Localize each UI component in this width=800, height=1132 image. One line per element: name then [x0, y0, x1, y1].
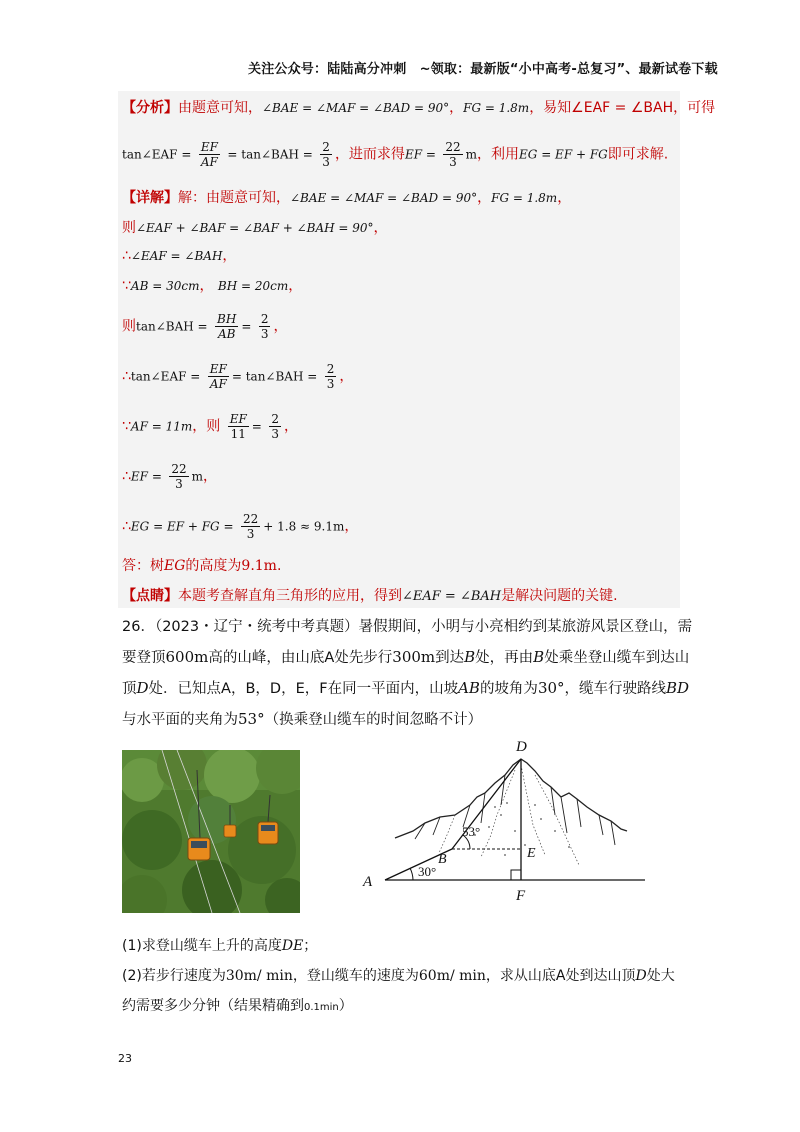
math: = tan∠BAH =: [231, 369, 318, 384]
text: ，: [283, 418, 298, 435]
math: B: [464, 648, 476, 666]
math: ∠BAE = ∠MAF = ∠BAD = 90°: [262, 101, 450, 115]
math: tan∠EAF =: [130, 369, 201, 384]
text: （换乘登山缆车的时间忽略不计）: [264, 712, 483, 728]
mountain-diagram: [355, 735, 655, 910]
text: 本题考查解直角三角形的应用，得到: [178, 588, 402, 604]
analysis-label: 【分析】: [122, 100, 178, 116]
cable-car-photo: [122, 750, 300, 913]
label-A: A: [363, 874, 373, 890]
text: 高的山峰，由山底A处先步行: [208, 650, 393, 666]
text: ∴: [122, 248, 131, 264]
label-D: D: [516, 739, 527, 755]
text: ，登山缆车的速度为: [292, 968, 419, 984]
analysis-line-2: [122, 140, 668, 169]
answer-line: [122, 556, 281, 576]
step-6: [122, 412, 298, 441]
question-1: [122, 936, 317, 956]
fraction: $\frac{22}{3}$: [242, 512, 259, 541]
text: 处．已知点A，B，D，E，F在同一平面内，山坡: [148, 681, 459, 697]
text: 处大: [646, 968, 675, 984]
math: AB = 30cm: [130, 279, 200, 293]
angle-30: 30°: [418, 864, 437, 879]
text: 约需要多少分钟（结果精确到: [122, 998, 304, 1014]
text: 顶: [122, 681, 137, 697]
text: 是解决问题的关键.: [501, 588, 618, 604]
math: BH = 20cm: [217, 279, 289, 293]
fraction: $\frac{22}{3}$: [445, 140, 461, 169]
problem-line-2: [122, 646, 689, 669]
math: B: [533, 648, 545, 666]
math: tan∠BAH =: [136, 319, 208, 334]
text: ∴: [122, 518, 131, 535]
text: 由题意可知，: [178, 100, 262, 116]
angle-53: 53°: [462, 824, 481, 839]
page-number: 23: [118, 1052, 132, 1065]
text: ，: [449, 100, 464, 116]
text: .: [276, 558, 282, 574]
math: BD: [666, 679, 690, 697]
text: ，进而求得: [334, 146, 405, 163]
step-8: [122, 512, 358, 541]
fraction: $\frac{22}{3}$: [171, 462, 187, 491]
detail-line-1: [122, 188, 571, 208]
text: ，缆车行驶路线: [564, 681, 667, 697]
math: + 1.8 ≈ 9.1m: [263, 519, 345, 534]
comment-line: [122, 586, 618, 607]
analysis-line-1: [122, 98, 715, 118]
text: 处乘坐登山缆车到达山: [544, 650, 690, 666]
text: ∴: [122, 468, 131, 485]
math: 53°: [238, 710, 265, 728]
math: 300m: [392, 648, 436, 666]
question-2-cont: [122, 996, 353, 1018]
text: 到达: [435, 650, 465, 666]
text: ，易知∠EAF = ∠BAH，可得: [529, 100, 716, 116]
math: 0.1min: [304, 1002, 339, 1013]
math: DE: [281, 938, 304, 954]
fraction: $\frac{BH}{AB}$: [217, 312, 237, 341]
text: (1)求登山缆车上升的高度: [122, 938, 282, 954]
step-2: [122, 246, 236, 266]
label-F: F: [516, 888, 526, 904]
fraction: $\frac{2}{3}$: [322, 140, 330, 169]
comment-label: 【点睛】: [122, 588, 178, 604]
problem-line-1: 26．（2023・辽宁・统考中考真题）暑假期间，小明与小亮相约到某旅游风景区登山，需: [122, 619, 693, 635]
fraction: $\frac{2}{3}$: [271, 412, 279, 441]
label-E: E: [527, 846, 536, 861]
math: FG = 1.8m: [491, 191, 558, 205]
text: 与水平面的夹角为: [122, 712, 238, 728]
step-1: [122, 218, 388, 238]
math: = tan∠BAH =: [227, 147, 313, 162]
math: ∠BAE = ∠MAF = ∠BAD = 90°: [290, 191, 478, 205]
fraction: $\frac{2}{3}$: [260, 312, 269, 341]
math: EG = EF + FG: [519, 147, 608, 162]
math: =: [251, 419, 262, 434]
math: 9.1m: [241, 558, 277, 574]
math: =: [241, 319, 252, 334]
text: ，: [557, 190, 572, 206]
text: ∵: [122, 278, 131, 294]
text: 即可求解.: [607, 146, 669, 163]
question-2: [122, 966, 675, 986]
math: D: [635, 968, 647, 984]
text: ）: [338, 998, 353, 1014]
math: 30°: [537, 679, 565, 697]
fraction: $\frac{EF}{AF}$: [209, 362, 227, 391]
text: ，则: [192, 418, 221, 435]
math: EG = EF + FG =: [130, 519, 234, 534]
text: 要登顶: [122, 650, 166, 666]
text: ，: [477, 190, 492, 206]
math: ∠EAF = ∠BAH: [402, 589, 502, 604]
page-header: 关注公众号：陆陆高分冲刺 ~领取：最新版“小中高考-总复习”、最新试卷下载: [248, 62, 718, 77]
text: 的坡角为: [479, 681, 538, 697]
detail-label: 【详解】: [122, 190, 178, 206]
text: ∴: [122, 368, 131, 385]
math: EF =: [130, 469, 162, 484]
text: ，利用: [477, 146, 520, 163]
math: ∠EAF = ∠BAH: [130, 249, 223, 263]
fraction: $\frac{EF}{AF}$: [200, 140, 218, 169]
fraction: $\frac{2}{3}$: [326, 362, 335, 391]
label-B: B: [438, 852, 447, 867]
math: ∠EAF + ∠BAF = ∠BAF + ∠BAH = 90°: [136, 221, 374, 235]
math: m: [465, 147, 478, 162]
math: FG = 1.8m: [463, 101, 530, 115]
text: ，求从山底A处到达山顶: [485, 968, 636, 984]
text: ，: [222, 248, 237, 264]
text: ，: [288, 278, 303, 294]
text: ，: [203, 468, 218, 485]
math: 600m: [165, 648, 209, 666]
text: 解：由题意可知，: [178, 190, 290, 206]
text: (2)若步行速度为: [122, 968, 226, 984]
math: EF =: [404, 147, 436, 162]
math: 30m/ min: [225, 968, 293, 984]
math: 60m/ min: [418, 968, 486, 984]
math: D: [136, 679, 149, 697]
math: AB: [458, 679, 480, 697]
problem-line-4: [122, 708, 482, 731]
problem-line-3: [122, 677, 689, 700]
math: AF = 11m: [130, 419, 193, 434]
text: 答：树: [122, 558, 164, 574]
math: EG: [164, 558, 186, 574]
text: ，: [273, 318, 288, 335]
math: m: [191, 469, 204, 484]
text: 则: [122, 220, 136, 236]
text: 的高度为: [185, 558, 242, 574]
text: 处，再由: [475, 650, 534, 666]
step-7: [122, 462, 217, 491]
text: ∵: [122, 418, 131, 435]
step-5: [122, 362, 353, 391]
text: ，: [373, 220, 388, 236]
text: ；: [303, 938, 318, 954]
text: ，: [339, 368, 354, 385]
text: ，: [344, 518, 359, 535]
step-4: [122, 312, 287, 341]
math: tan∠EAF =: [122, 147, 192, 162]
text: ，: [199, 278, 214, 294]
step-3: [122, 276, 302, 296]
text: 则: [122, 318, 136, 335]
fraction: $\frac{EF}{11}$: [229, 412, 247, 441]
